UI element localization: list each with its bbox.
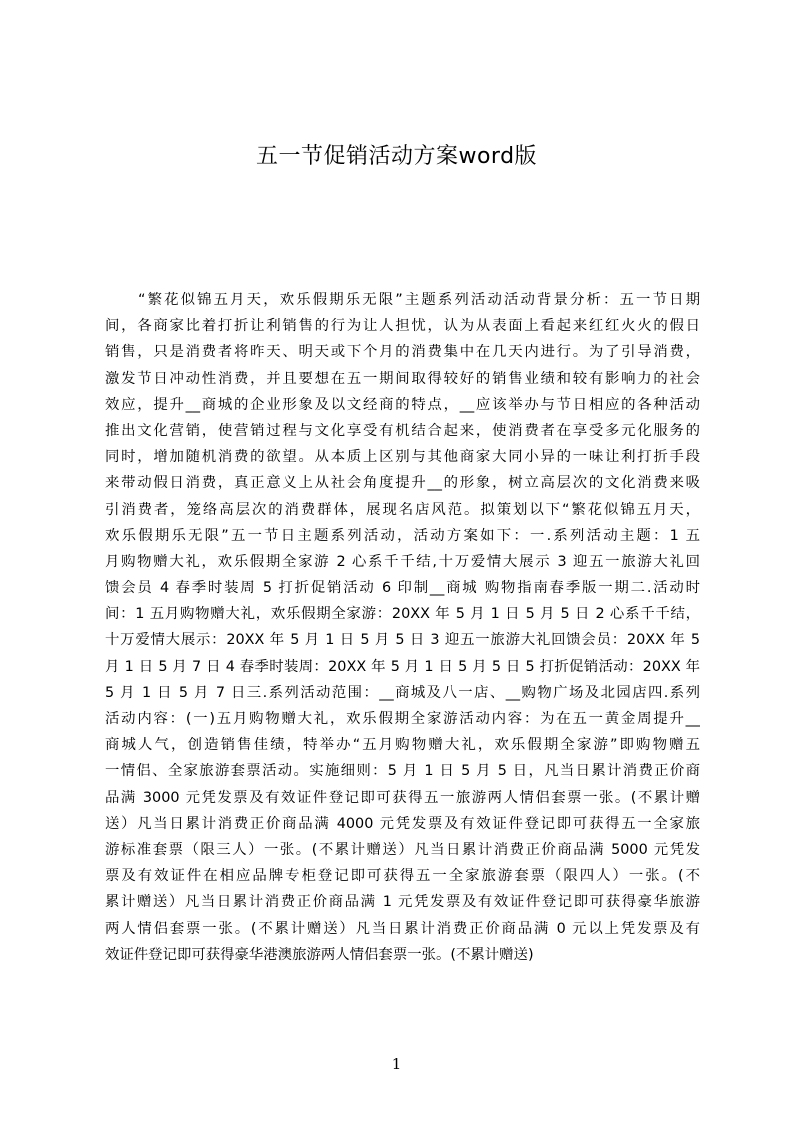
body-line: 同时，增加随机消费的欲望。从本质上区别与其他商家大同小异的一味让利打折手段	[105, 449, 700, 466]
page-number: 1	[391, 1055, 402, 1073]
body-line: 月 1 日 5 月 7 日 4 春季时装周：20XX 年 5 月 1 日 5 月 5 日 5 打折促销活动：20XX 年	[105, 658, 700, 675]
body-line: 送）凡当日累计消费正价商品满 4000 元凭发票及有效证件登记即可获得五一全家旅	[105, 815, 700, 832]
body-line: 效证件登记即可获得豪华港澳旅游两人情侣套票一张。(不累计赠送)	[105, 946, 534, 963]
body-line: 游标准套票（限三人）一张。(不累计赠送）凡当日累计消费正价商品满 5000 元凭发	[105, 841, 700, 858]
page-title: 五一节促销活动方案word版	[255, 144, 538, 169]
body-line: 月购物赠大礼，欢乐假期全家游 2 心系千千结,十万爱情大展示 3 迎五一旅游大礼回	[105, 553, 700, 570]
body-line: 引消费者，笼络高层次的消费群体，展现名店风范。拟策划以下“繁花似锦五月天，	[105, 501, 700, 518]
body-line: “繁花似锦五月天，欢乐假期乐无限”主题系列活动活动背景分析：五一节日期	[105, 292, 700, 308]
body-line: 活动内容：(一)五月购物赠大礼，欢乐假期全家游活动内容：为在五一黄金周提升__	[105, 711, 700, 727]
body-line: 激发节日冲动性消费，并且要想在五一期间取得较好的销售业绩和较有影响力的社会	[105, 370, 700, 387]
body-line: 商城人气，创造销售佳绩，特举办“五月购物赠大礼，欢乐假期全家游”即购物赠五	[105, 737, 700, 754]
body-line: 销售，只是消费者将昨天、明天或下个月的消费集中在几天内进行。为了引导消费，	[105, 344, 700, 361]
body-line: 两人情侣套票一张。(不累计赠送）凡当日累计消费正价商品满 0 元以上凭发票及有	[105, 920, 700, 937]
body-line: 十万爱情大展示：20XX 年 5 月 1 日 5 月 5 日 3 迎五一旅游大礼回馈会员：20XX 年 5	[105, 632, 700, 649]
body-line: 一情侣、全家旅游套票活动。实施细则：5 月 1 日 5 月 5 日，凡当日累计消费正价商	[105, 763, 700, 780]
body-line: 来带动假日消费，真正意义上从社会角度提升__的形象，树立高层次的文化消费来吸	[105, 475, 700, 492]
body-line: 间，各商家比着打折让利销售的行为让人担忧，认为从表面上看起来红红火火的假日	[105, 318, 700, 335]
body-line: 欢乐假期乐无限”五一节日主题系列活动，活动方案如下：一.系列活动主题：1 五	[105, 527, 700, 544]
body-line: 间：1 五月购物赠大礼，欢乐假期全家游：20XX 年 5 月 1 日 5 月 5 日 2 心系千千结，	[105, 606, 700, 623]
body-line: 票及有效证件在相应品牌专柜登记即可获得五一全家旅游套票（限四人）一张。(不	[105, 868, 700, 885]
body-line: 推出文化营销，使营销过程与文化享受有机结合起来，使消费者在享受多元化服务的	[105, 422, 700, 439]
body-text	[105, 287, 700, 968]
body-line: 馈会员 4 春季时装周 5 打折促销活动 6 印制__商城 购物指南春季版一期二.活动时	[105, 580, 700, 597]
body-line: 5 月 1 日 5 月 7 日三.系列活动范围：__商城及八一店、__购物广场及北园店四.系列	[105, 684, 700, 701]
body-line: 累计赠送）凡当日累计消费正价商品满 1 元凭发票及有效证件登记即可获得豪华旅游	[105, 894, 700, 911]
body-line: 效应，提升__商城的企业形象及以文经商的特点，__应该举办与节日相应的各种活动	[105, 396, 700, 413]
body-line: 品满 3000 元凭发票及有效证件登记即可获得五一旅游两人情侣套票一张。(不累计赠	[105, 789, 700, 806]
